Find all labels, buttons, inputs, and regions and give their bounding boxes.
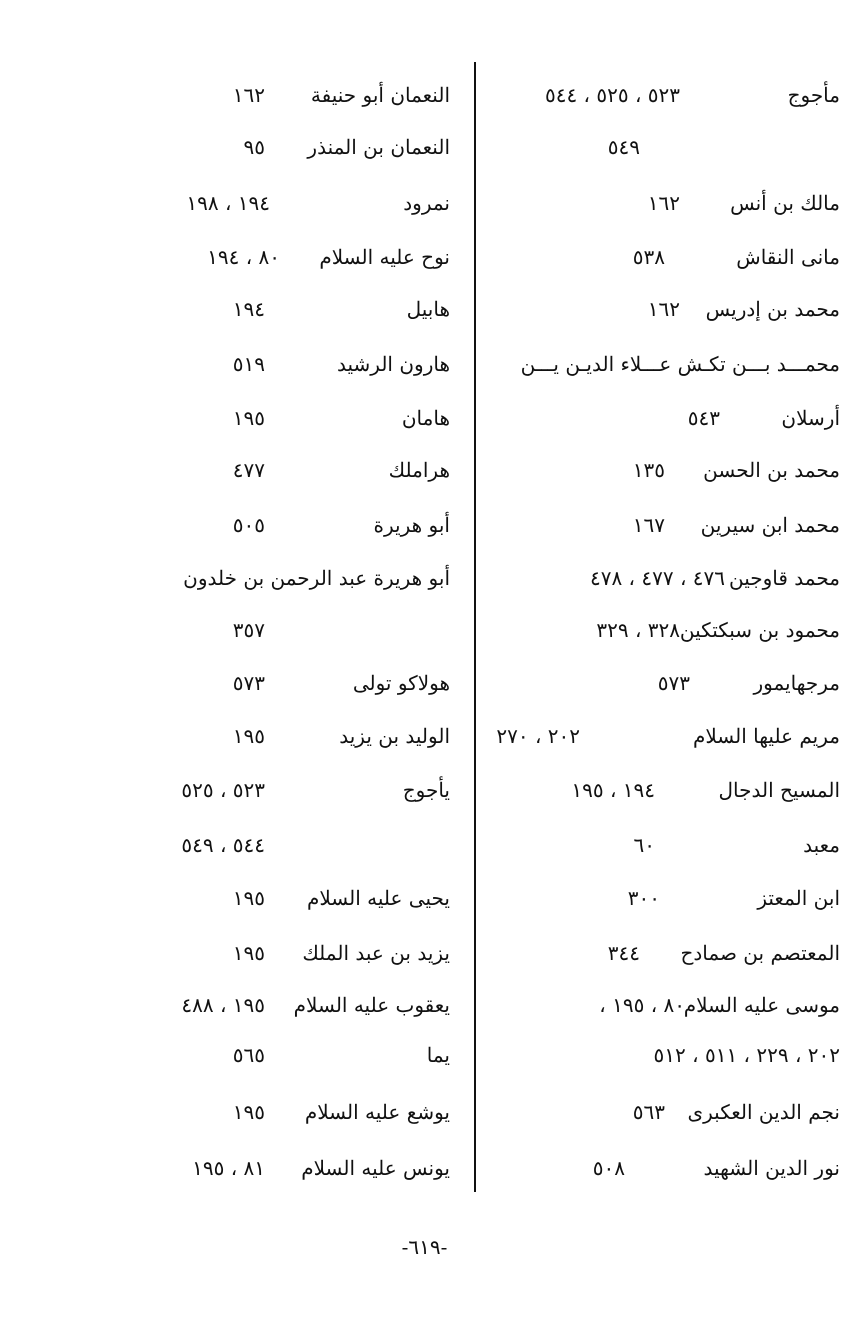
entry-name: يونس عليه السلام — [301, 1156, 450, 1180]
index-entry — [150, 716, 450, 756]
entry-name: يوشع عليه السلام — [304, 1100, 450, 1124]
index-entry — [150, 933, 450, 973]
entry-pages: ٥٠٥ — [232, 513, 265, 537]
entry-name: يعقوب عليه السلام — [293, 993, 450, 1017]
entry-pages: ٥٣٨ — [632, 245, 665, 269]
page-number: -٦١٩- — [401, 1235, 448, 1259]
entry-pages: ٥٧٣ — [657, 671, 690, 695]
entry-pages: ١٩٥ — [232, 941, 265, 965]
index-entry — [490, 1148, 840, 1188]
entry-name: مريم عليها السلام — [692, 724, 840, 748]
entry-pages: ٣٠٠ — [627, 886, 660, 910]
entry-pages: ٨٠ ، ١٩٥ ، — [599, 993, 685, 1017]
entry-name: الوليد بن يزيد — [339, 724, 450, 748]
index-entry — [150, 344, 450, 384]
entry-pages: ١٩٥ — [232, 724, 265, 748]
entry-name: المسيح الدجال — [718, 778, 840, 802]
entry-pages: ٩٥ — [243, 135, 265, 159]
index-entry — [150, 75, 450, 115]
entry-pages: ١٩٤ — [232, 297, 265, 321]
entry-pages: ١٩٥ ، ٤٨٨ — [181, 993, 265, 1017]
index-entry — [490, 878, 840, 918]
index-entry — [150, 878, 450, 918]
entry-name: هراملك — [388, 458, 450, 482]
entry-pages: ٥١٩ — [232, 352, 265, 376]
index-entry — [490, 505, 840, 545]
index-entry — [150, 183, 450, 223]
index-entry — [150, 1148, 450, 1188]
entry-pages: ٣٥٧ — [232, 618, 265, 642]
entry-name: يأجوج — [402, 778, 450, 802]
index-entry — [150, 289, 450, 329]
entry-pages: ٥٢٣ ، ٥٢٥ ، ٥٤٤ — [544, 83, 680, 107]
entry-name: يما — [426, 1043, 450, 1067]
entry-pages: ١٩٥ — [232, 1100, 265, 1124]
entry-pages: ٣٢٨ ، ٣٢٩ — [596, 618, 680, 642]
index-entry — [150, 825, 450, 865]
entry-name: محمود بن سبكتكين — [679, 618, 840, 642]
entry-name: النعمان بن المنذر — [307, 135, 450, 159]
entry-pages: ٣٤٤ — [607, 941, 640, 965]
entry-name: هارون الرشيد — [337, 352, 450, 376]
index-entry — [150, 610, 450, 650]
entry-name: محمد بن الحسن — [703, 458, 840, 482]
index-column-left — [150, 62, 450, 1194]
entry-pages: ٦٠ — [633, 833, 655, 857]
entry-name: هولاكو تولى — [352, 671, 450, 695]
index-entry — [150, 398, 450, 438]
index-entry — [490, 558, 840, 598]
index-entry — [490, 985, 840, 1025]
entry-name: نوح عليه السلام — [319, 245, 450, 269]
entry-name: نجم الدين العكبرى — [687, 1100, 840, 1124]
entry-name: محمـــد بـــن تكـش عـــلاء الديـن يـــن — [520, 352, 840, 376]
entry-name: محمد ابن سيرين — [700, 513, 840, 537]
entry-pages: ٤٧٦ ، ٤٧٧ ، ٤٧٨ — [589, 566, 725, 590]
index-column-right — [490, 62, 840, 1194]
index-entry — [150, 663, 450, 703]
entry-name: نمرود — [403, 191, 450, 215]
index-entry — [150, 450, 450, 490]
entry-name: ابن المعتز — [757, 886, 840, 910]
entry-name: النعمان أبو حنيفة — [310, 83, 450, 107]
index-entry — [490, 1035, 840, 1075]
entry-pages: ١٣٥ — [632, 458, 665, 482]
entry-name: يزيد بن عبد الملك — [302, 941, 450, 965]
index-entry — [490, 183, 840, 223]
entry-name: معبد — [803, 833, 840, 857]
entry-pages: ٥٤٩ — [607, 135, 640, 159]
index-entry — [490, 75, 840, 115]
entry-pages: ٨١ ، ١٩٥ — [192, 1156, 265, 1180]
entry-pages: ٤٧٧ — [232, 458, 265, 482]
entry-name: أبو هريرة — [373, 513, 450, 537]
entry-name: هابيل — [406, 297, 450, 321]
entry-name: نور الدين الشهيد — [703, 1156, 840, 1180]
entry-pages: ٢٠٢ ، ٢٧٠ — [496, 724, 580, 748]
entry-pages: ٥٦٣ — [632, 1100, 665, 1124]
entry-pages: ٥٦٥ — [232, 1043, 265, 1067]
index-entry — [490, 825, 840, 865]
entry-pages: ١٩٤ ، ١٩٥ — [571, 778, 655, 802]
entry-name: هامان — [401, 406, 450, 430]
entry-pages: ٥٢٣ ، ٥٢٥ — [181, 778, 265, 802]
entry-name: موسى عليه السلام — [683, 993, 840, 1017]
entry-name: مأجوج — [787, 83, 840, 107]
index-entry — [490, 237, 840, 277]
entry-name: مالك بن أنس — [730, 191, 840, 215]
index-entry — [490, 716, 840, 756]
entry-name: أرسلان — [781, 406, 840, 430]
entry-pages: ١٦٢ — [647, 191, 680, 215]
index-entry — [490, 1092, 840, 1132]
index-entry — [150, 505, 450, 545]
index-entry — [150, 558, 450, 598]
entry-name: أبو هريرة عبد الرحمن بن خلدون — [183, 566, 450, 590]
entry-name: مانى النقاش — [736, 245, 840, 269]
index-entry — [150, 1092, 450, 1132]
entry-pages: ١٦٧ — [632, 513, 665, 537]
entry-name: محمد قاوجين — [729, 566, 840, 590]
index-entry — [490, 398, 840, 438]
entry-pages: ٥٤٤ ، ٥٤٩ — [181, 833, 265, 857]
entry-pages: ٥٠٨ — [592, 1156, 625, 1180]
entry-pages: ١٩٥ — [232, 886, 265, 910]
entry-name: يحيى عليه السلام — [306, 886, 450, 910]
entry-name: محمد بن إدريس — [705, 297, 840, 321]
index-entry — [490, 289, 840, 329]
entry-pages: ٨٠ ، ١٩٤ — [207, 245, 280, 269]
index-entry — [490, 770, 840, 810]
index-entry — [490, 663, 840, 703]
entry-pages: ٥٧٣ — [232, 671, 265, 695]
index-entry — [490, 610, 840, 650]
entry-pages: ١٦٢ — [647, 297, 680, 321]
index-entry — [150, 237, 450, 277]
column-divider — [474, 62, 476, 1192]
index-entry — [490, 933, 840, 973]
index-entry — [150, 1035, 450, 1075]
index-entry — [150, 770, 450, 810]
entry-pages: ١٩٤ ، ١٩٨ — [186, 191, 270, 215]
index-entry — [150, 985, 450, 1025]
entry-pages: ٥٤٣ — [687, 406, 720, 430]
entry-pages: ١٦٢ — [232, 83, 265, 107]
index-entry — [490, 450, 840, 490]
entry-name: المعتصم بن صمادح — [680, 941, 840, 965]
entry-name: مرجهايمور — [753, 671, 840, 695]
entry-pages: ٢٠٢ ، ٢٢٩ ، ٥١١ ، ٥١٢ — [653, 1043, 840, 1067]
entry-pages: ١٩٥ — [232, 406, 265, 430]
index-entry — [490, 127, 840, 167]
index-entry — [490, 344, 840, 384]
index-entry — [150, 127, 450, 167]
